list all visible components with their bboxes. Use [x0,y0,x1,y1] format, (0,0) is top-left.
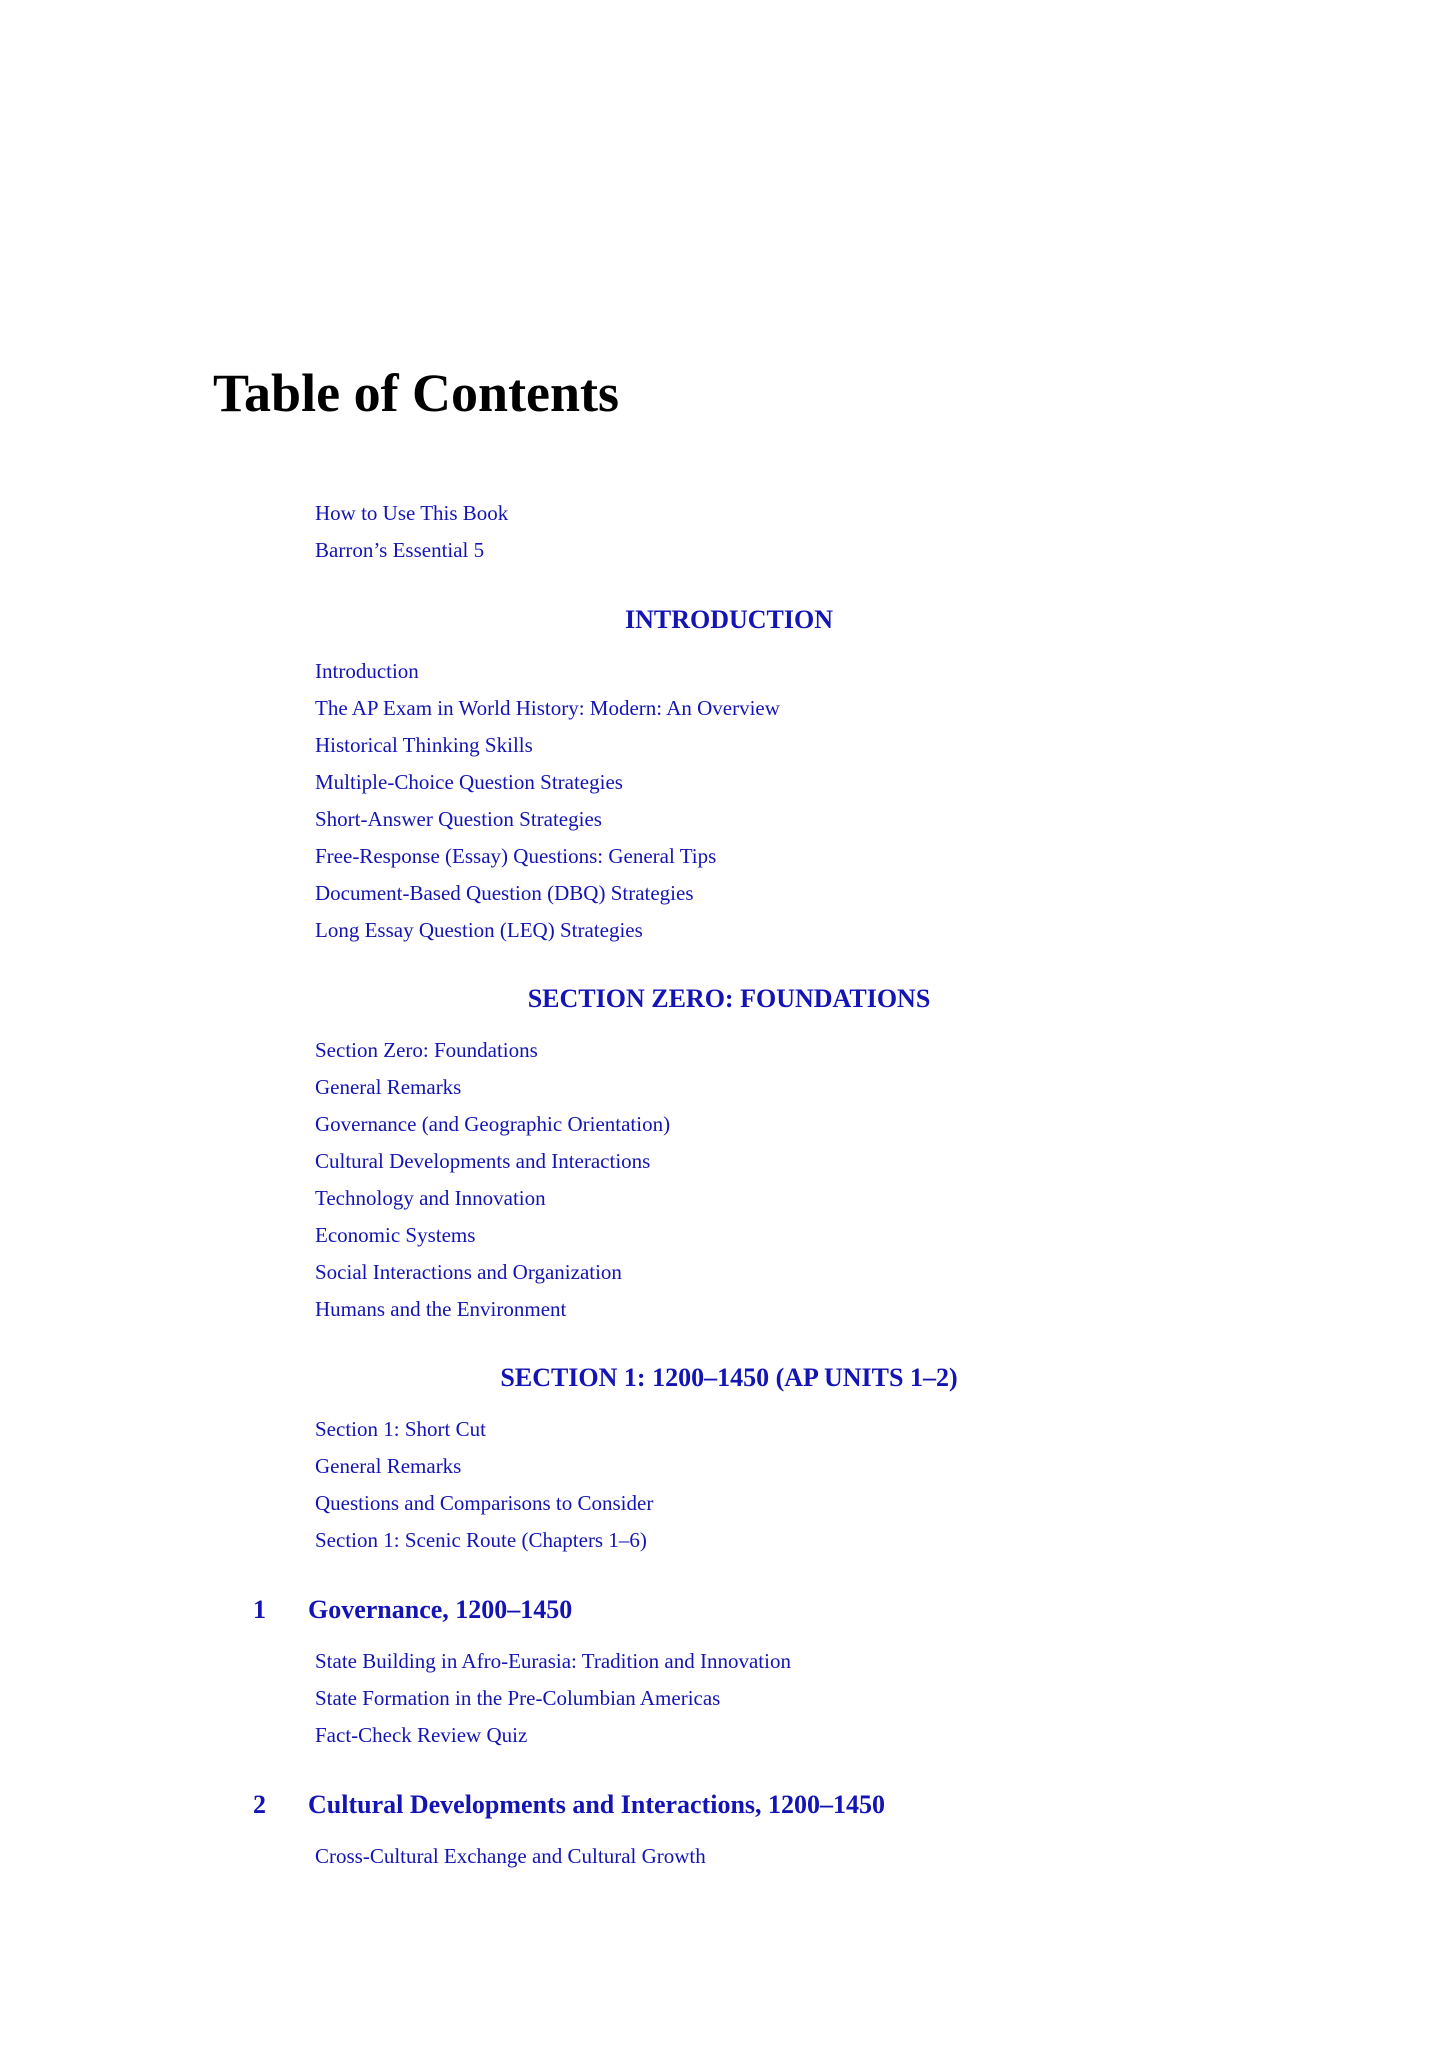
chapter-title-link[interactable]: Cultural Developments and Interactions, 1200–1450 [308,1790,886,1819]
toc-link-mcq-strategies[interactable]: Multiple-Choice Question Strategies [315,770,623,794]
toc-link-introduction[interactable]: Introduction [315,659,419,683]
page-title: Table of Contents [213,363,620,423]
toc-link-state-formation[interactable]: State Formation in the Pre-Columbian Americas [315,1686,721,1710]
toc-link-short-cut[interactable]: Section 1: Short Cut [315,1417,486,1441]
toc-link-humans-environment[interactable]: Humans and the Environment [315,1297,567,1321]
toc-link-general-remarks-s1[interactable]: General Remarks [315,1454,462,1478]
toc-link-exam-overview[interactable]: The AP Exam in World History: Modern: An Overview [315,696,780,720]
chapter-number: 2 [253,1790,266,1819]
section-heading-introduction[interactable]: INTRODUCTION [624,605,834,634]
toc-link-cultural-developments[interactable]: Cultural Developments and Interactions [315,1149,651,1173]
section-one-list [315,1411,653,1559]
section-heading-foundations[interactable]: SECTION ZERO: FOUNDATIONS [527,984,931,1013]
toc-link-questions-comparisons[interactable]: Questions and Comparisons to Consider [315,1491,654,1515]
chapter-heading-1 [253,1592,572,1628]
toc-link-section-zero[interactable]: Section Zero: Foundations [315,1038,538,1062]
toc-link-state-building[interactable]: State Building in Afro-Eurasia: Tradition and Innovation [315,1649,791,1673]
toc-link-how-to-use[interactable]: How to Use This Book [315,501,509,525]
chapter-number: 1 [253,1595,266,1624]
toc-link-social-interactions[interactable]: Social Interactions and Organization [315,1260,622,1284]
chapter-1-list [315,1643,791,1754]
front-matter-list [315,495,508,569]
toc-link-essential-5[interactable]: Barron’s Essential 5 [315,538,485,562]
toc-link-general-remarks[interactable]: General Remarks [315,1075,462,1099]
chapter-title-link[interactable]: Governance, 1200–1450 [308,1595,573,1624]
chapter-2-list [315,1838,706,1875]
toc-link-economic-systems[interactable]: Economic Systems [315,1223,476,1247]
chapter-heading-2 [253,1787,885,1823]
toc-link-governance[interactable]: Governance (and Geographic Orientation) [315,1112,671,1136]
toc-link-thinking-skills[interactable]: Historical Thinking Skills [315,733,533,757]
toc-link-saq-strategies[interactable]: Short-Answer Question Strategies [315,807,602,831]
section-heading-section-1[interactable]: SECTION 1: 1200–1450 (AP UNITS 1–2) [500,1363,958,1392]
toc-link-leq-strategies[interactable]: Long Essay Question (LEQ) Strategies [315,918,643,942]
toc-link-scenic-route[interactable]: Section 1: Scenic Route (Chapters 1–6) [315,1528,647,1552]
toc-link-cross-cultural-exchange[interactable]: Cross-Cultural Exchange and Cultural Growth [315,1844,706,1868]
toc-link-technology[interactable]: Technology and Innovation [315,1186,546,1210]
toc-link-dbq-strategies[interactable]: Document-Based Question (DBQ) Strategies [315,881,694,905]
toc-link-frq-tips[interactable]: Free-Response (Essay) Questions: General Tips [315,844,717,868]
toc-link-fact-check-quiz[interactable]: Fact-Check Review Quiz [315,1723,528,1747]
introduction-list [315,653,780,949]
section-zero-list [315,1032,670,1328]
